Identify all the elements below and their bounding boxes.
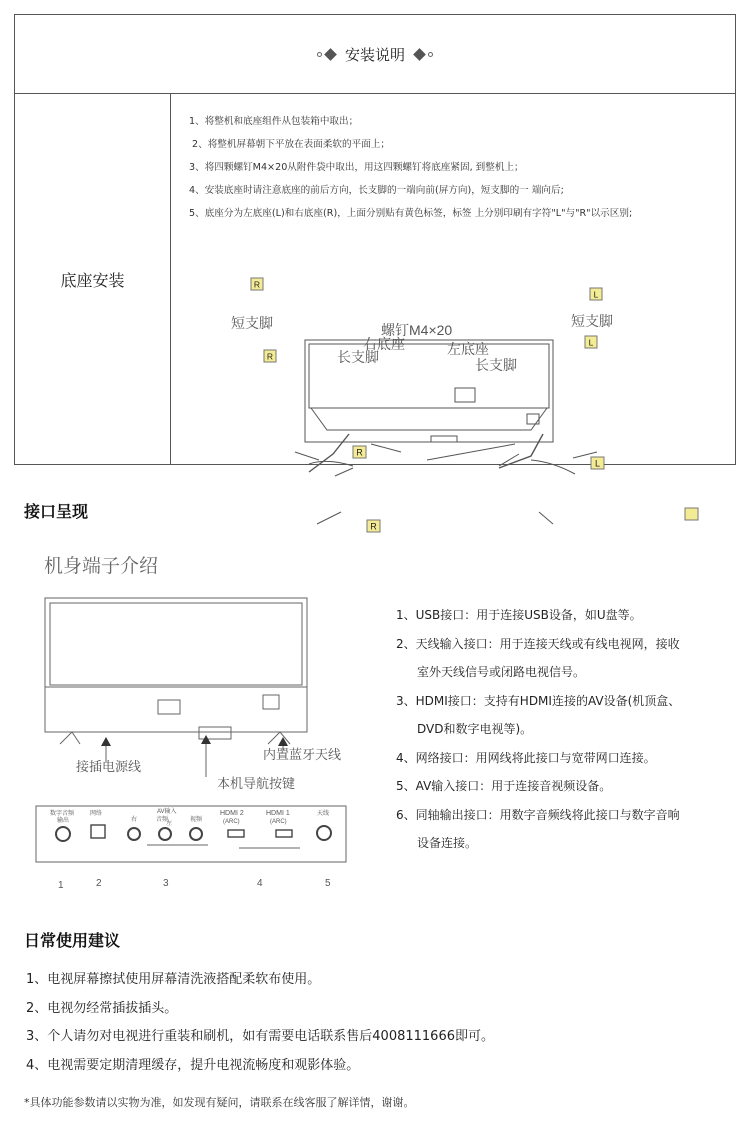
tip-item: 2、电视勿经常插拔插头。 [26,1000,178,1016]
port-item: 2、天线输入接口：用于连接天线或有线电视网，接收 [396,636,680,651]
svg-text:R: R [356,447,363,458]
installation-title: 安装说明 [344,45,405,64]
av-audio-port-icon [159,828,171,840]
svg-text:AV输入: AV输入 [157,809,177,815]
svg-text:左: 左 [166,821,173,827]
tag-r-bottom [367,520,380,532]
installation-content [171,94,735,532]
port-description-list [396,601,680,858]
av-video-port-icon [190,828,202,840]
interface-heading: 接口呈现 [24,502,89,521]
svg-text:(ARC): (ARC) [223,819,240,825]
port-item: 4、网络接口：用网线将此接口与宽带网口连接。 [396,750,656,765]
port-number-2: 2 [96,878,102,889]
port-item-continued: 室外天线信号或闭路电视信号。 [417,665,586,679]
screw-label: 螺钉M4×20 [381,322,453,338]
tag-r-label-top: R [253,279,261,290]
power-label: 接插电源线 [76,759,142,774]
hdmi1-port-icon [276,830,292,837]
svg-text:R: R [370,521,377,532]
port-item: 6、同轴输出接口：用数字音频线将此接口与数字音响 [396,807,680,822]
port-item: 3、HDMI接口：支持有HDMI连接的AV设备(机顶盒、 [396,693,681,708]
tv-terminal-diagram [30,592,360,897]
short-leg-label-left: 短支脚 [231,315,273,331]
port-number-4: 4 [257,878,263,889]
footnote: *具体功能参数请以实物为准，如发现有疑问，请联系在线客服了解详情，谢谢。 [24,1096,415,1109]
tag-l-label-top: L [593,289,599,300]
nav-keys-label: 本机导航按键 [217,776,296,791]
diagram-labels [231,262,731,377]
coaxial-port-icon [56,827,70,841]
step-item: 5、底座分为左底座(L)和右底座(R)，上面分别贴有黄色标签，标签 上分别印刷有字符"L"与"R"以示区别; [189,208,633,219]
bluetooth-antenna-label: 内置蓝牙天线 [263,747,342,762]
port-item: 1、USB接口：用于连接USB设备，如U盘等。 [396,608,642,622]
right-ornament-icon [415,50,433,59]
svg-text:输出: 输出 [57,818,70,824]
svg-text:HDMI 2: HDMI 2 [220,810,244,817]
tag-r-label-bottom: R [266,351,274,362]
installation-steps [189,110,632,225]
tip-item: 4、电视需要定期清理缓存，提升电视流畅度和观影体验。 [26,1057,360,1073]
terminal-intro-subheading: 机身端子介绍 [44,555,159,577]
port-item: 5、AV输入接口：用于连接音视频设备。 [396,779,612,793]
installation-header [15,15,735,94]
tip-item: 3、个人请勿对电视进行重装和刷机，如有需要电话联系售后4008111666即可。 [26,1029,494,1044]
svg-text:网络: 网络 [90,811,103,817]
port-item-continued: DVD和数字电视等)。 [417,722,533,736]
svg-text:L: L [594,458,601,469]
antenna-port-icon [317,826,331,840]
left-ornament-icon [317,50,335,59]
tag-l-top [591,457,604,469]
long-leg-label-right: 长支脚 [475,357,517,373]
left-base-label: 左底座 [447,341,489,357]
port-number-3: 3 [163,878,169,889]
svg-text:天线: 天线 [317,811,330,817]
long-leg-label-left: 长支脚 [337,349,379,365]
tv-rear-outline [45,598,307,732]
step-item: 2、将整机屏幕朝下平放在表面柔软的平面上； [192,139,390,150]
port-item-continued: 设备连接。 [417,836,478,850]
step-item: 1、将整机和底座组件从包装箱中取出； [189,116,359,127]
tag-l-label-bottom: L [588,337,594,348]
svg-text:数字音频: 数字音频 [50,811,75,817]
daily-usage-heading: 日常使用建议 [24,931,121,950]
tip-item: 1、电视屏幕擦拭使用屏幕清洗液搭配柔软布使用。 [26,972,321,987]
port-number-5: 5 [325,878,331,889]
svg-text:视频: 视频 [190,817,203,823]
svg-text:音频: 音频 [156,817,169,823]
step-item: 4、安装底座时请注意底座的前后方向，长支脚的一端向前(屏方向)，短支脚的一 端向后; [189,185,564,196]
av-right-audio-port-icon [128,828,140,840]
port-number-1: 1 [58,880,64,891]
base-installation-label: 底座安装 [15,94,171,464]
tag-r-top [353,446,366,458]
svg-text:右: 右 [131,817,138,823]
step-item: 3、将四颗螺钉M4×20从附件袋中取出，用这四颗螺钉将底座紧固, 到整机上； [189,162,524,173]
ethernet-port-icon [91,825,105,838]
right-base-label: 右底座 [363,336,405,352]
hdmi2-port-icon [228,830,244,837]
short-leg-label-right: 短支脚 [571,313,613,329]
svg-text:HDMI 1: HDMI 1 [266,810,290,817]
svg-text:(ARC): (ARC) [270,819,287,825]
daily-tips-list [26,966,494,1080]
tag-l-bottom [685,508,698,520]
